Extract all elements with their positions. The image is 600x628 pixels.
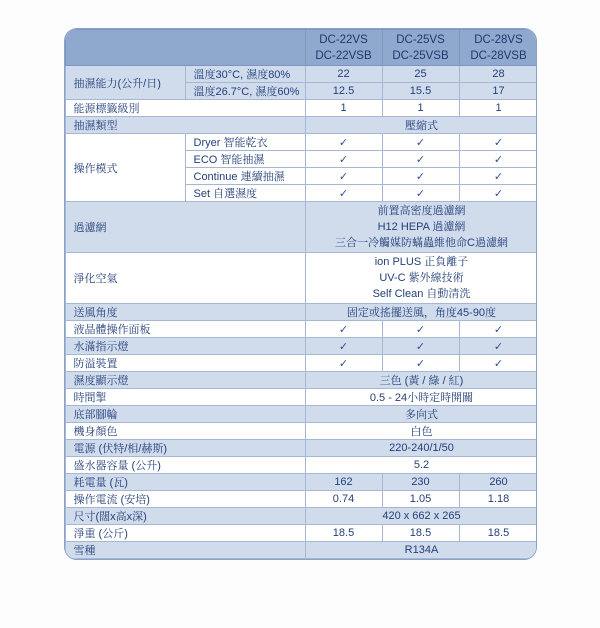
spec-value: 多向式: [305, 406, 537, 423]
spec-value: [305, 202, 537, 253]
spec-label: 抽濕類型: [65, 117, 305, 134]
spec-value: 1: [459, 100, 537, 117]
spec-value: R134A: [305, 542, 537, 559]
model-header-cell: [382, 30, 459, 66]
row-weight: [65, 525, 537, 542]
row-current: [65, 491, 537, 508]
check-icon: ✓: [493, 170, 504, 183]
check-icon: ✓: [338, 136, 349, 149]
check-icon: ✓: [415, 357, 426, 370]
spec-value: 220-240/1/50: [305, 440, 537, 457]
spec-value: 0.5 - 24小時定時開關: [305, 389, 537, 406]
row-filters: [65, 202, 537, 253]
spec-value: 162: [305, 474, 382, 491]
check-icon: ✓: [493, 187, 504, 200]
row-body-color: [65, 423, 537, 440]
spec-label: 操作模式: [65, 134, 185, 202]
spec-label: 電源 (伏特/相/赫斯): [65, 440, 305, 457]
spec-value: 22: [305, 66, 382, 83]
spec-label: 濕度顯示燈: [65, 372, 305, 389]
spec-label: 水滿指示燈: [65, 338, 305, 355]
check-icon: ✓: [415, 170, 426, 183]
spec-label: 能源標籤級別: [65, 100, 305, 117]
model-name: DC-25VSB: [392, 49, 449, 62]
spec-condition: Dryer 智能乾衣: [185, 134, 305, 151]
spec-value: 230: [382, 474, 459, 491]
spec-label: 防溢裝置: [65, 355, 305, 372]
spec-value-line: 三合一冷觸媒防蟎蟲維他命C過濾網: [335, 237, 508, 249]
spec-value-line: Self Clean 自動清洗: [372, 288, 471, 300]
spec-label: 送風角度: [65, 304, 305, 321]
check-icon: ✓: [415, 187, 426, 200]
spec-value: [459, 321, 537, 338]
check-icon: ✓: [415, 136, 426, 149]
model-name: DC-22VSB: [315, 49, 372, 62]
spec-table-grid: [65, 29, 537, 559]
row-overflow: [65, 355, 537, 372]
spec-value-line: ion PLUS 正負離子: [374, 256, 469, 268]
spec-value: 260: [459, 474, 537, 491]
spec-value: 0.74: [305, 491, 382, 508]
model-header-cell: [459, 30, 537, 66]
row-timer: [65, 389, 537, 406]
check-icon: ✓: [338, 153, 349, 166]
spec-value-line: 前置高密度過濾網: [377, 205, 466, 217]
spec-value: [305, 151, 382, 168]
spec-value: 1: [305, 100, 382, 117]
spec-value: 三色 (黃 / 綠 / 紅): [305, 372, 537, 389]
spec-condition: 溫度30°C, 濕度80%: [185, 66, 305, 83]
spec-label: 淨重 (公斤): [65, 525, 305, 542]
row-purify: [65, 253, 537, 304]
spec-value: [459, 134, 537, 151]
spec-value: 18.5: [459, 525, 537, 542]
spec-label: 過濾網: [65, 202, 305, 253]
spec-value: [382, 151, 459, 168]
model-name: DC-28VSB: [470, 49, 527, 62]
spec-value: 17: [459, 83, 537, 100]
spec-label: 液晶體操作面板: [65, 321, 305, 338]
spec-value: [459, 168, 537, 185]
model-name: DC-22VS: [319, 33, 368, 46]
model-name: DC-28VS: [474, 33, 523, 46]
spec-condition: ECO 智能抽濕: [185, 151, 305, 168]
spec-label: 機身顏色: [65, 423, 305, 440]
check-icon: ✓: [493, 323, 504, 336]
spec-value: 壓縮式: [305, 117, 537, 134]
row-casters: [65, 406, 537, 423]
spec-value: [305, 168, 382, 185]
spec-value: [305, 185, 382, 202]
header-corner-cell: [65, 30, 305, 66]
row-power: [65, 440, 537, 457]
page-background: [0, 28, 600, 628]
row-humidity-light: [65, 372, 537, 389]
row-capacity-1: [65, 66, 537, 83]
check-icon: ✓: [493, 357, 504, 370]
spec-value: 18.5: [305, 525, 382, 542]
spec-value-line: H12 HEPA 過濾網: [377, 221, 466, 233]
check-icon: ✓: [493, 340, 504, 353]
row-airflow: [65, 304, 537, 321]
row-wattage: [65, 474, 537, 491]
check-icon: ✓: [338, 187, 349, 200]
spec-value: 固定或搖擺送風，角度45-90度: [305, 304, 537, 321]
check-icon: ✓: [338, 323, 349, 336]
check-icon: ✓: [493, 153, 504, 166]
spec-value: 5.2: [305, 457, 537, 474]
spec-value: 25: [382, 66, 459, 83]
check-icon: ✓: [415, 153, 426, 166]
spec-value: [305, 355, 382, 372]
spec-value: [459, 338, 537, 355]
spec-value: [305, 321, 382, 338]
model-header-row: [65, 30, 537, 66]
spec-value: 15.5: [382, 83, 459, 100]
spec-value: 28: [459, 66, 537, 83]
spec-value: 1: [382, 100, 459, 117]
spec-value: 1.05: [382, 491, 459, 508]
spec-value: 420 x 662 x 265: [305, 508, 537, 525]
spec-label: 底部腳輪: [65, 406, 305, 423]
row-tank: [65, 457, 537, 474]
spec-value: [382, 355, 459, 372]
row-refrigerant: [65, 542, 537, 559]
spec-value-line: UV-C 紫外線技術: [379, 272, 464, 284]
spec-condition: Set 自選濕度: [185, 185, 305, 202]
row-mode-dryer: [65, 134, 537, 151]
row-energy-label: [65, 100, 537, 117]
spec-value: [305, 338, 382, 355]
model-header-cell: [305, 30, 382, 66]
spec-label: 耗電量 (瓦): [65, 474, 305, 491]
check-icon: ✓: [415, 323, 426, 336]
check-icon: ✓: [338, 340, 349, 353]
spec-value: 12.5: [305, 83, 382, 100]
spec-label: 尺寸(闊x高x深): [65, 508, 305, 525]
spec-value: [459, 355, 537, 372]
spec-value: 1.18: [459, 491, 537, 508]
spec-condition: Continue 連續抽濕: [185, 168, 305, 185]
check-icon: ✓: [338, 170, 349, 183]
check-icon: ✓: [338, 357, 349, 370]
row-water-full: [65, 338, 537, 355]
check-icon: ✓: [493, 136, 504, 149]
spec-label: 雪種: [65, 542, 305, 559]
spec-value: [382, 321, 459, 338]
spec-label: 抽濕能力(公升/日): [65, 66, 185, 100]
spec-condition: 溫度26.7°C, 濕度60%: [185, 83, 305, 100]
spec-value: [382, 185, 459, 202]
row-lcd: [65, 321, 537, 338]
spec-value: 18.5: [382, 525, 459, 542]
spec-label: 淨化空氣: [65, 253, 305, 304]
spec-table: [64, 28, 537, 560]
check-icon: ✓: [415, 340, 426, 353]
model-name: DC-25VS: [396, 33, 445, 46]
spec-value: [382, 134, 459, 151]
spec-value: [459, 151, 537, 168]
spec-label: 時間掣: [65, 389, 305, 406]
spec-value: [305, 134, 382, 151]
spec-value: 白色: [305, 423, 537, 440]
spec-value: [382, 338, 459, 355]
spec-value: [459, 185, 537, 202]
spec-value: [305, 253, 537, 304]
spec-value: [382, 168, 459, 185]
spec-label: 操作電流 (安培): [65, 491, 305, 508]
row-dimensions: [65, 508, 537, 525]
spec-label: 盛水器容量 (公升): [65, 457, 305, 474]
row-type: [65, 117, 537, 134]
